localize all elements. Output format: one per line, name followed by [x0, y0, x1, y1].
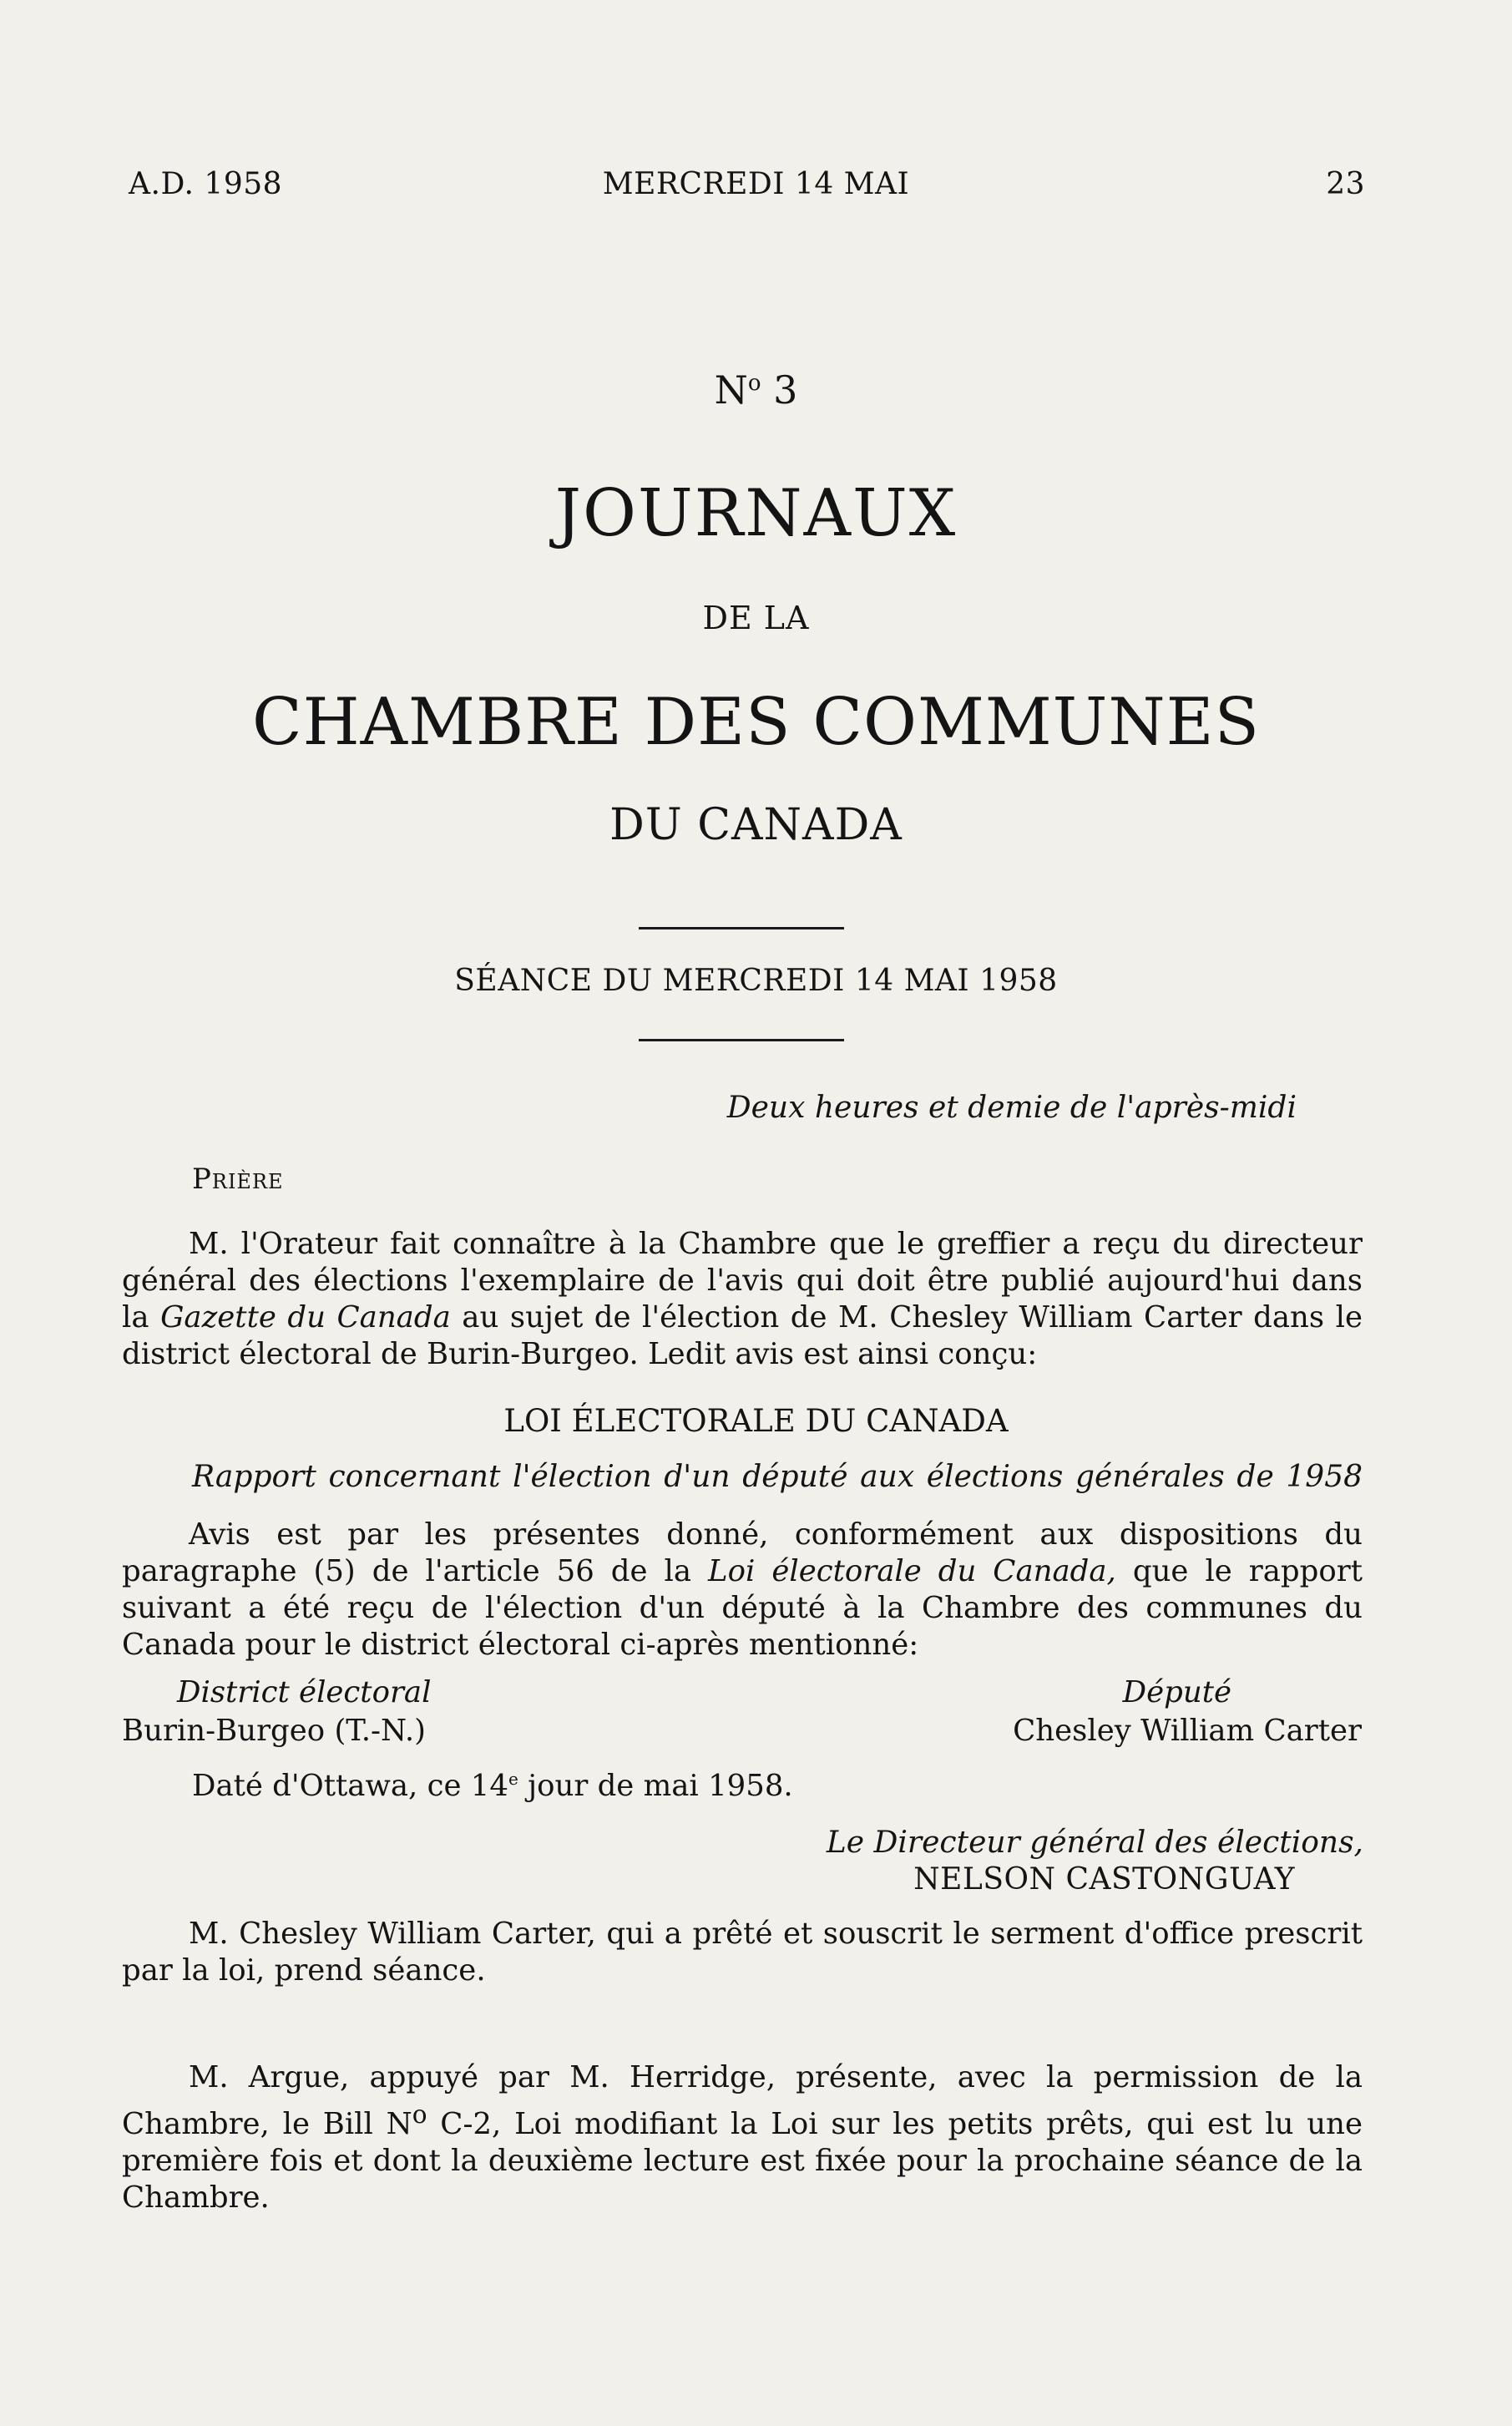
title-canada: DU CANADA	[609, 800, 903, 850]
paragraph-avis-text-b: que le rapport suivant a été reçu de l'élection d'un député à la Chambre des communes du Canada pour le district électoral ci-après mentionné:	[122, 1554, 1363, 1662]
page-number: 23	[1326, 167, 1365, 201]
paragraph-argue	[122, 2059, 1363, 2216]
title-chambre: CHAMBRE DES COMMUNES	[251, 685, 1261, 760]
priere-heading: Prière	[192, 1162, 284, 1196]
rapport-subheading: Rapport concernant l'élection d'un député aux élections générales de 1958	[192, 1460, 1363, 1494]
issue-number	[0, 367, 1512, 413]
date-line-text-a: Daté d'Ottawa, ce 14	[192, 1769, 508, 1803]
running-header-year: A.D. 1958	[129, 167, 283, 201]
paragraph-orateur-italic: Gazette du Canada	[160, 1300, 451, 1335]
paragraph-carter: M. Chesley William Carter, qui a prêté et souscrit le serment d'office prescrit par la loi, prend séance.	[122, 1917, 1363, 1988]
seance-heading: SÉANCE DU MERCREDI 14 MAI 1958	[454, 964, 1058, 998]
paragraph-avis-text-a: Avis est par les présentes donné, conformément aux dispositions du paragraphe (5) de l'article 56 de la	[122, 1517, 1363, 1588]
issue-number-value: 3	[773, 367, 798, 413]
paragraph-orateur	[122, 1226, 1363, 1373]
signature-title: Le Directeur général des élections,	[826, 1826, 1363, 1860]
date-line-superscript: e	[508, 1769, 518, 1790]
paragraph-argue-text-a: M. Argue, appuyé par M. Herridge, présente, avec la permission de la Chambre, le Bill N	[122, 2060, 1363, 2141]
title-journaux: JOURNAUX	[554, 476, 958, 551]
paragraph-argue-text-b: C-2, Loi modifiant la Loi sur les petits prêts, qui est lu une première fois et dont la deuxième lecture est fixée pour la prochaine séance de la Chambre.	[122, 2106, 1363, 2215]
divider-bottom	[639, 1039, 844, 1041]
paragraph-avis	[122, 1517, 1363, 1664]
depute-label: Député	[1122, 1675, 1231, 1709]
district-label: District électoral	[177, 1675, 432, 1709]
running-header-date: MERCREDI 14 MAI	[602, 167, 910, 201]
signature-name: NELSON CASTONGUAY	[913, 1862, 1295, 1897]
date-line	[192, 1769, 793, 1803]
district-value: Burin-Burgeo (T.-N.)	[122, 1714, 426, 1748]
loi-electorale-heading: LOI ÉLECTORALE DU CANADA	[503, 1403, 1009, 1439]
depute-value: Chesley William Carter	[1013, 1714, 1362, 1748]
divider-top	[639, 927, 844, 929]
title-de-la: DE LA	[702, 600, 810, 636]
paragraph-orateur-text-a: M. l'Orateur fait connaître à la Chambre que le greffier a reçu du directeur général des élections l'exemplaire de l'avis qui doit être publié aujourd'hui dans la	[122, 1227, 1363, 1335]
date-line-text-b: jour de mai 1958.	[518, 1769, 793, 1803]
session-time: Deux heures et demie de l'après-midi	[726, 1091, 1297, 1125]
paragraph-argue-superscript: o	[412, 2100, 427, 2129]
issue-number-prefix: N	[714, 367, 748, 413]
paragraph-avis-italic: Loi électorale du Canada,	[708, 1554, 1116, 1588]
issue-number-superscript: o	[747, 371, 761, 396]
paragraph-orateur-text-b: au sujet de l'élection de M. Chesley William Carter dans le district électoral de Burin-Burgeo. Ledit avis est ainsi conçu:	[122, 1300, 1363, 1371]
